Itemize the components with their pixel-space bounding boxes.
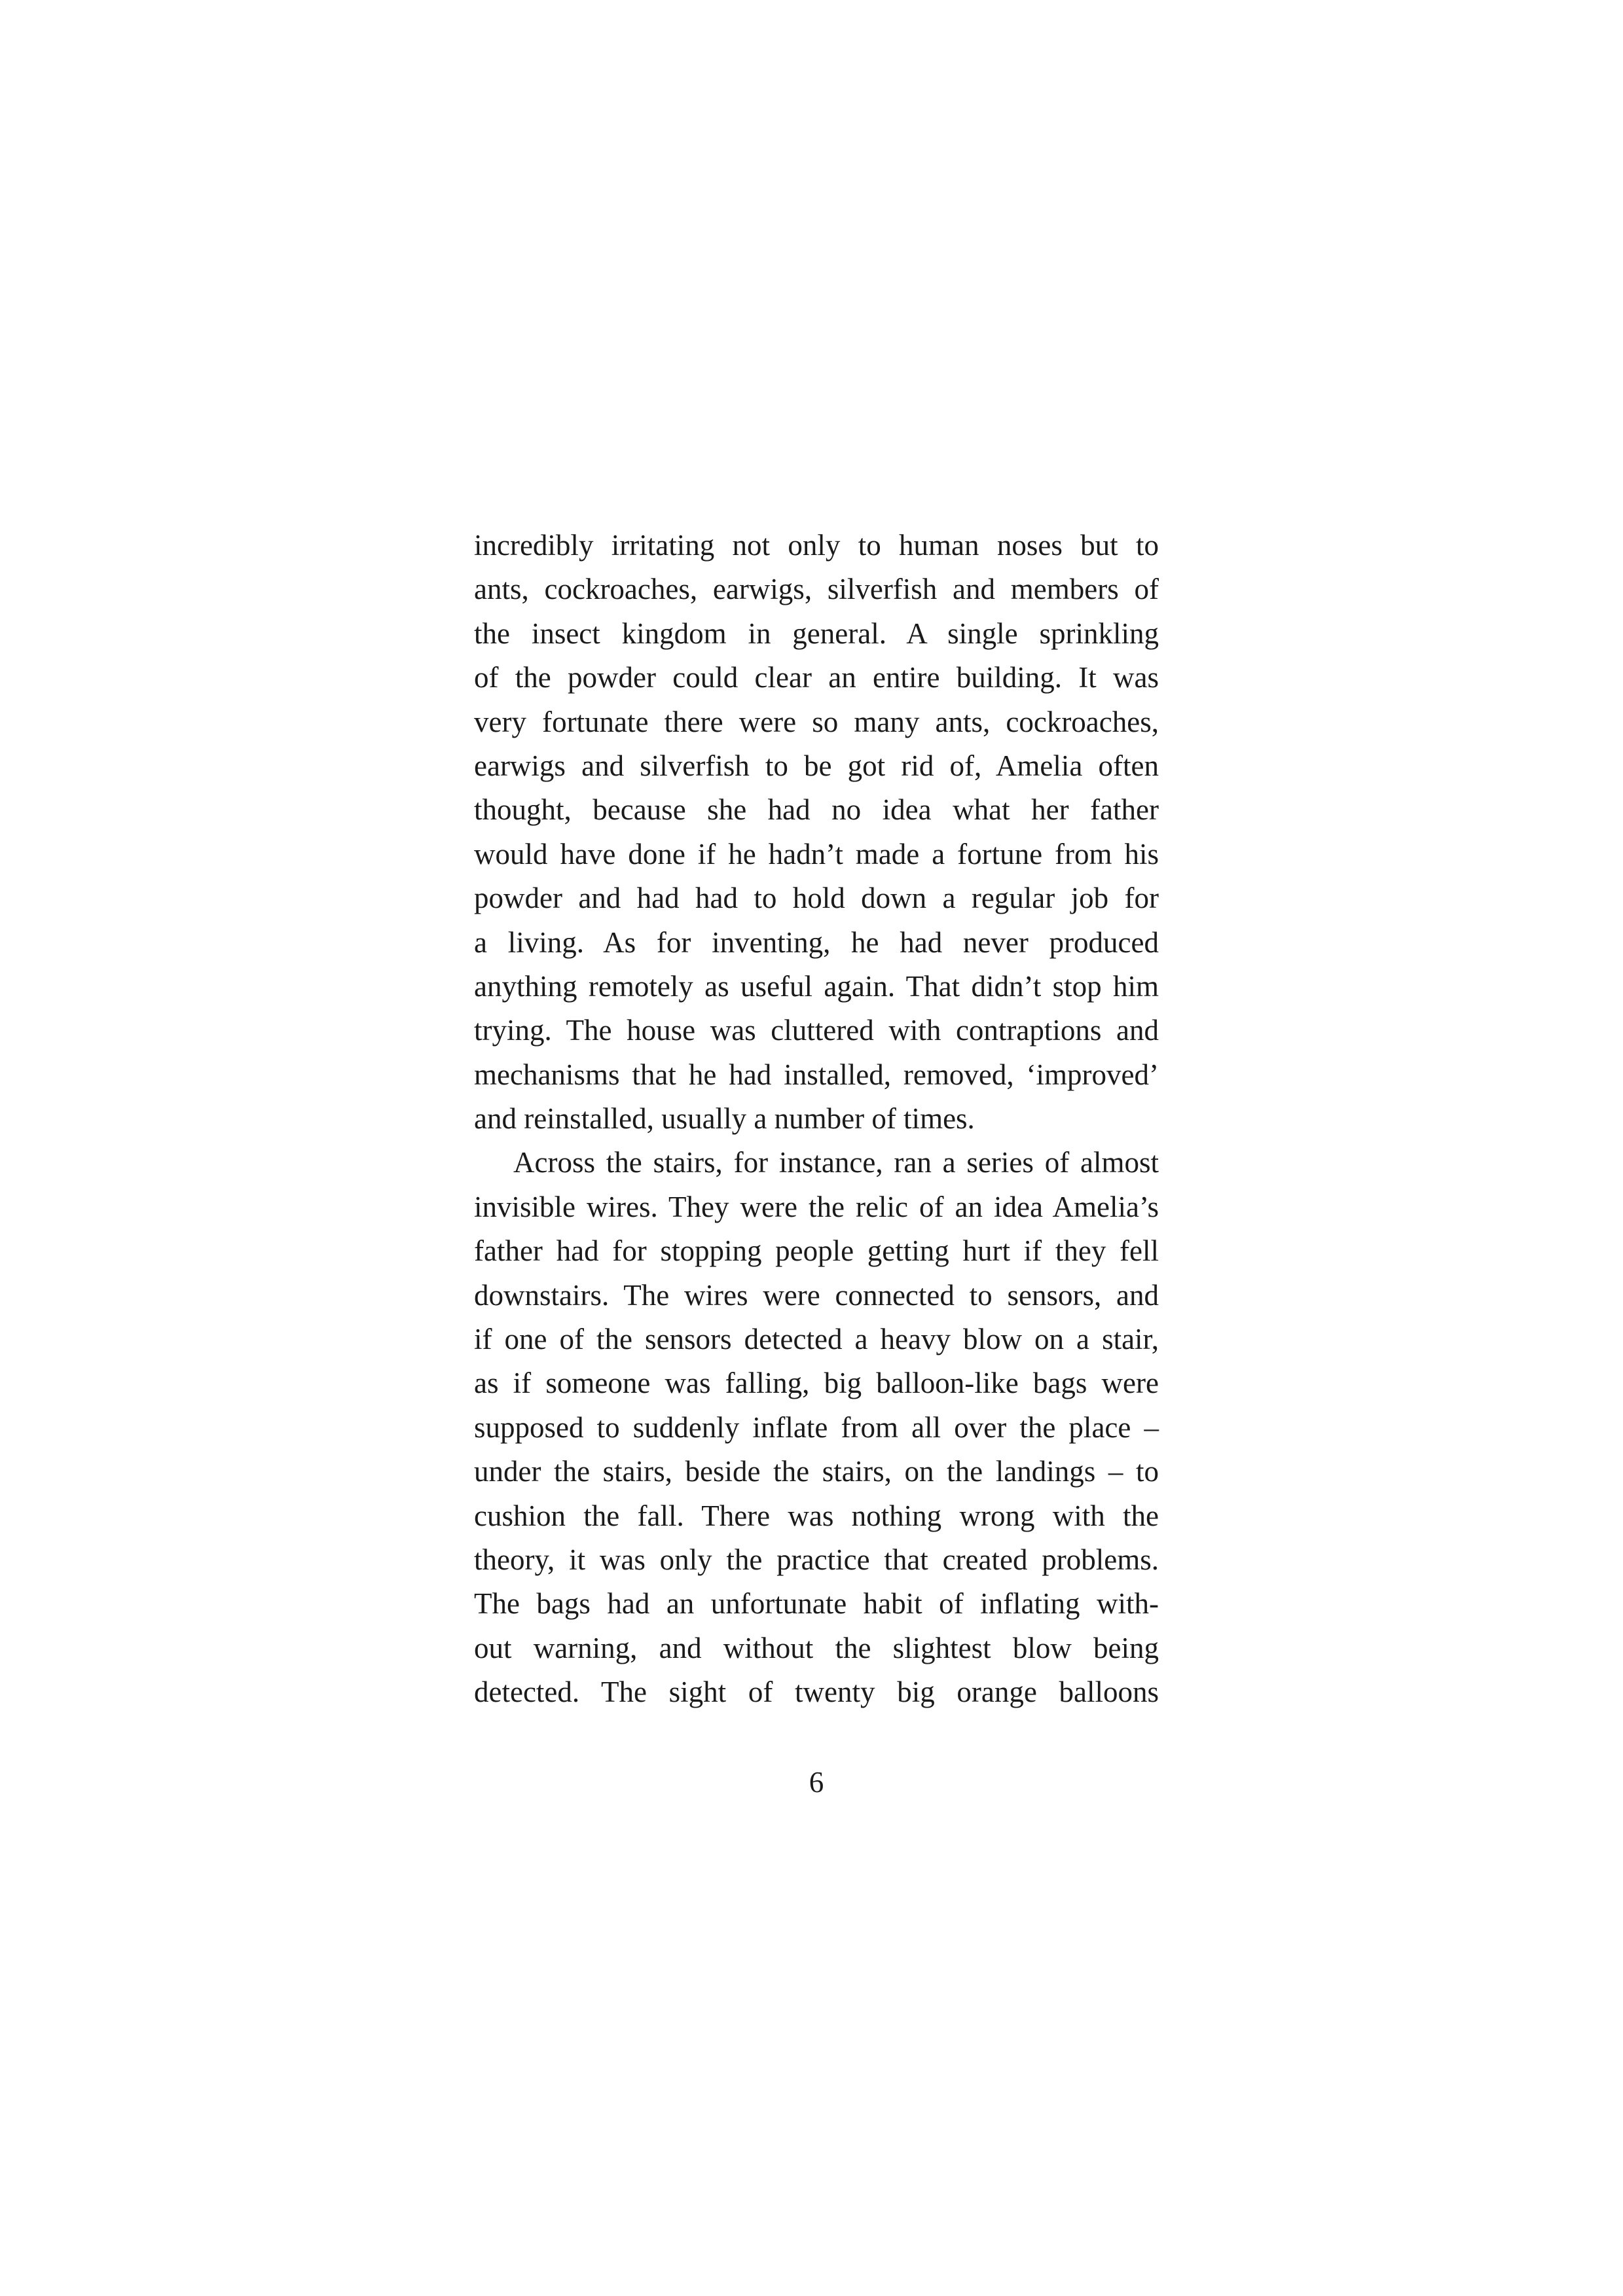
text-line: the insect kingdom in general. A single sprinkling	[474, 617, 1159, 650]
text-line: a living. As for inventing, he had never produced	[474, 925, 1159, 959]
text-line: of the powder could clear an entire building. It was	[474, 661, 1159, 694]
text-line: detected. The sight of twenty big orange balloons	[474, 1676, 1159, 1709]
text-line: as if someone was falling, big balloon-like bags were	[474, 1367, 1159, 1400]
text-line: invisible wires. They were the relic of an idea Amelia’s	[474, 1190, 1159, 1223]
text-line: ants, cockroaches, earwigs, silverfish and members of	[474, 573, 1159, 606]
body-text	[474, 524, 1159, 1715]
text-line: theory, it was only the practice that created problems.	[474, 1543, 1159, 1576]
text-line: trying. The house was cluttered with contraptions and	[474, 1014, 1159, 1047]
text-line: out warning, and without the slightest blow being	[474, 1631, 1159, 1664]
text-line: cushion the fall. There was nothing wrong with the	[474, 1499, 1159, 1532]
text-line: downstairs. The wires were connected to sensors, and	[474, 1278, 1159, 1312]
text-line: father had for stopping people getting hurt if they fell	[474, 1234, 1159, 1268]
text-line: supposed to suddenly inflate from all over the place –	[474, 1410, 1159, 1444]
text-line: under the stairs, beside the stairs, on the landings – to	[474, 1455, 1159, 1488]
text-line: and reinstalled, usually a number of times.	[474, 1102, 975, 1136]
text-line: if one of the sensors detected a heavy blow on a stair,	[474, 1323, 1159, 1356]
text-line: Across the stairs, for instance, ran a series of almost	[513, 1146, 1159, 1179]
text-line: earwigs and silverfish to be got rid of, Amelia often	[474, 749, 1159, 782]
text-line: incredibly irritating not only to human noses but to	[474, 529, 1159, 562]
text-line: very fortunate there were so many ants, cockroaches,	[474, 705, 1159, 738]
text-line: anything remotely as useful again. That didn’t stop him	[474, 969, 1159, 1003]
text-line: thought, because she had no idea what her father	[474, 793, 1159, 827]
paragraph	[474, 1141, 1159, 1714]
text-line: powder and had had to hold down a regular job for	[474, 882, 1159, 915]
text-line: The bags had an unfortunate habit of inflating with-	[474, 1587, 1159, 1621]
page-number: 6	[809, 1766, 824, 1799]
text-line: would have done if he hadn’t made a fortune from his	[474, 837, 1159, 870]
text-line: mechanisms that he had installed, removed, ‘improved’	[474, 1058, 1159, 1091]
paragraph	[474, 524, 1159, 1141]
